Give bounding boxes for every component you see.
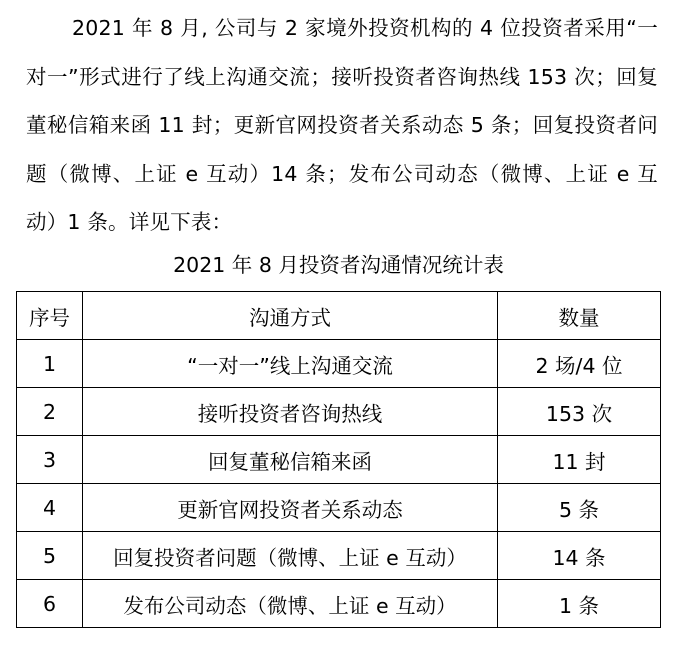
table-row xyxy=(17,388,661,436)
cell-quantity: 11 封 xyxy=(498,436,661,484)
cell-serial-number: 2 xyxy=(17,388,83,436)
cell-serial-number: 3 xyxy=(17,436,83,484)
cell-serial-number: 1 xyxy=(17,340,83,388)
cell-quantity: 1 条 xyxy=(498,580,661,628)
table-header-row xyxy=(17,292,661,340)
cell-communication-method: 更新官网投资者关系动态 xyxy=(83,484,498,532)
cell-quantity: 153 次 xyxy=(498,388,661,436)
cell-quantity: 5 条 xyxy=(498,484,661,532)
table-row xyxy=(17,580,661,628)
cell-communication-method: 接听投资者咨询热线 xyxy=(83,388,498,436)
cell-serial-number: 6 xyxy=(17,580,83,628)
table-row xyxy=(17,340,661,388)
header-serial-number: 序号 xyxy=(17,292,83,340)
cell-serial-number: 4 xyxy=(17,484,83,532)
cell-communication-method: 回复董秘信箱来函 xyxy=(83,436,498,484)
table-row xyxy=(17,436,661,484)
cell-communication-method: 发布公司动态（微博、上证 e 互动） xyxy=(83,580,498,628)
table-row xyxy=(17,484,661,532)
cell-quantity: 14 条 xyxy=(498,532,661,580)
table-row xyxy=(17,532,661,580)
cell-communication-method: 回复投资者问题（微博、上证 e 互动） xyxy=(83,532,498,580)
header-quantity: 数量 xyxy=(498,292,661,340)
header-communication-method: 沟通方式 xyxy=(83,292,498,340)
cell-communication-method: “一对一”线上沟通交流 xyxy=(83,340,498,388)
table-title: 2021 年 8 月投资者沟通情况统计表 xyxy=(173,253,504,277)
cell-serial-number: 5 xyxy=(17,532,83,580)
summary-paragraph: 2021 年 8 月, 公司与 2 家境外投资机构的 4 位投资者采用“一对一”形式进行了线上沟通交流；接听投资者咨询热线 153 次；回复董秘信箱来函 11 封；更新官网投资者关系动态 5 条；回复投资者问题（微博、上证 e 互动）14 条；发布公司动态（微博、上证 e 互动）1 条。详见下表： xyxy=(26,16,658,235)
investor-communication-table xyxy=(16,291,661,628)
cell-quantity: 2 场/4 位 xyxy=(498,340,661,388)
